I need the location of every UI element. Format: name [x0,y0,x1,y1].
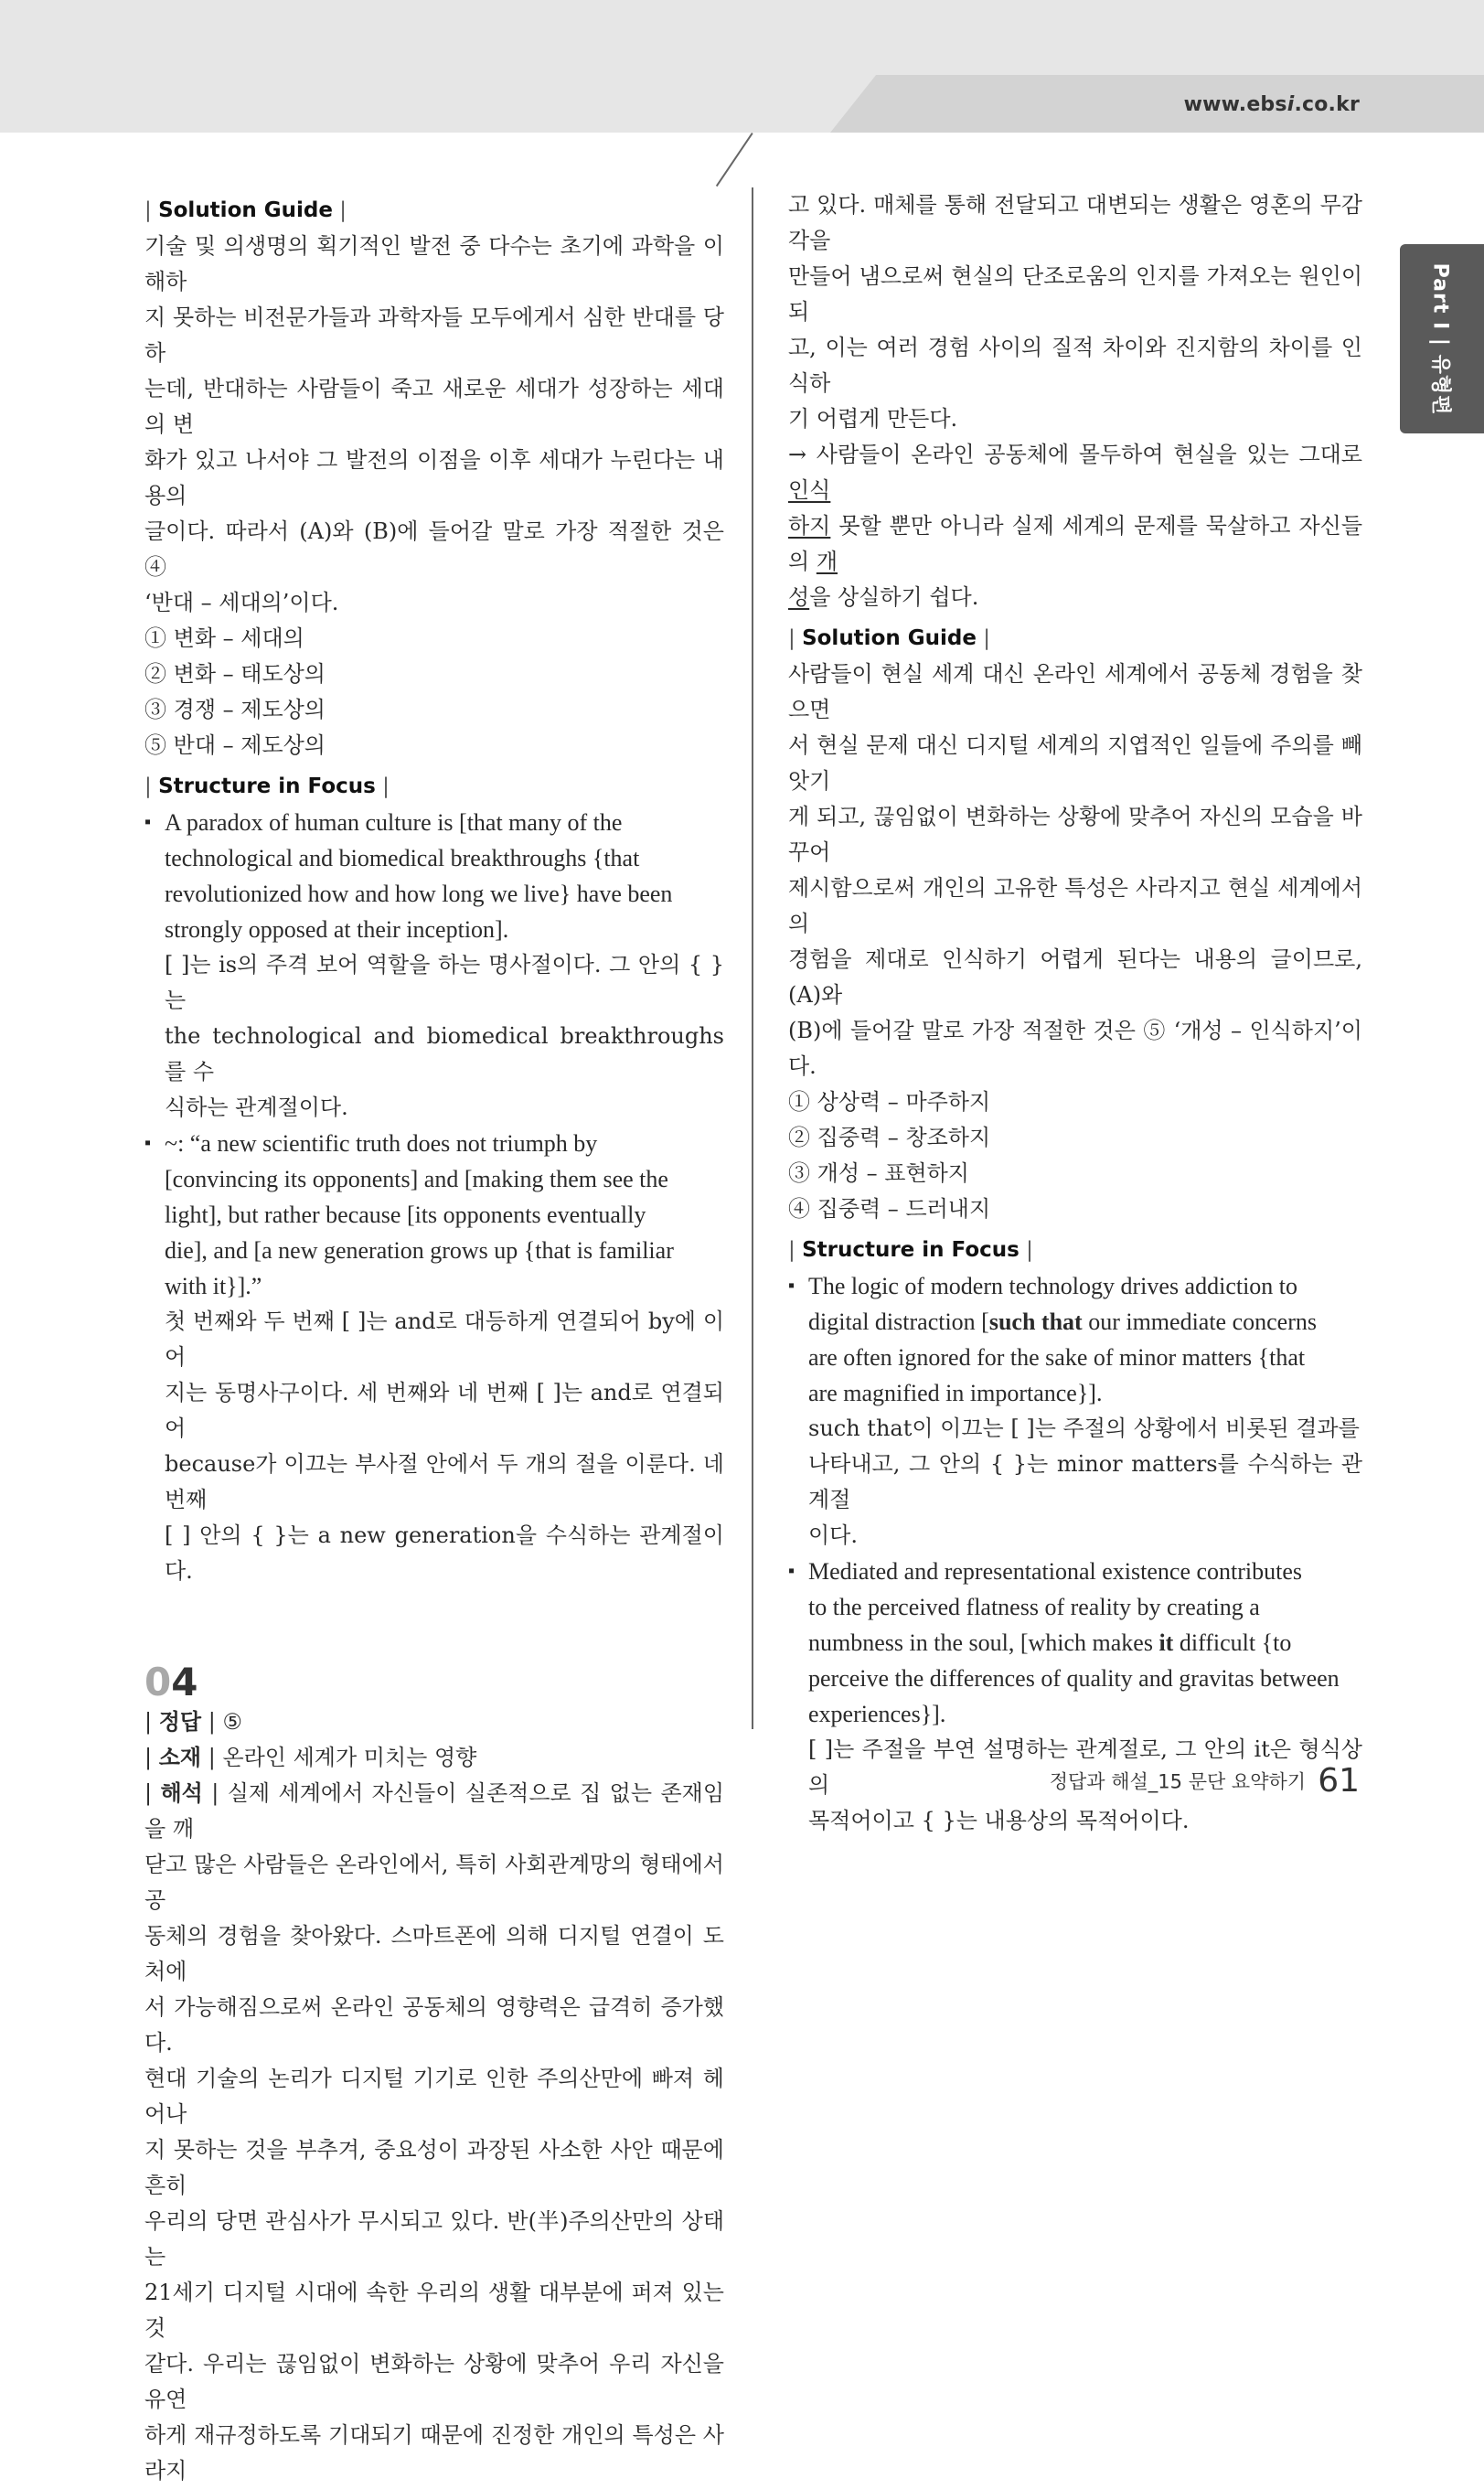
translation-text [144,1776,724,2489]
header-tab [830,75,1484,133]
option-item: ④ 집중력 – 드러내지 [788,1196,991,1222]
text-line: [ ]는 주절을 부연 설명하는 관계절로, 그 안의 it은 형식상의 [808,1736,1362,1798]
structure-item-2 [144,1126,724,1304]
right-column [788,187,1362,1839]
text-line: 사람들이 현실 세계 대신 온라인 세계에서 공동체 경험을 찾으면 [788,661,1362,722]
translation-label: 해석 [160,1780,203,1806]
option-item: ① 변화 – 세대의 [144,625,304,651]
answer-value: ⑤ [222,1709,242,1735]
structure-focus-label: | Structure in Focus | [788,1238,1033,1262]
en-line: strongly opposed at their inception]. [165,916,509,943]
topic-label: 소재 [158,1745,202,1770]
option-item: ⑤ 반대 – 제도상의 [144,732,326,758]
en-line: light], but rather because [its opponents eventually [165,1202,646,1228]
structure-focus-label: | Structure in Focus | [144,774,390,798]
text-line: 고 있다. 매체를 통해 전달되고 대변되는 생활은 영혼의 무감각을 [788,192,1362,253]
option-list [788,1084,1362,1227]
text-line: | 해석 | 실제 세계에서 자신들이 실존적으로 집 없는 존재임을 깨 [144,1780,725,1842]
structure-note-1 [144,947,724,1126]
footer-title: 정답과 해설_15 문단 요약하기 [1049,1770,1307,1793]
structure-note-2 [144,1304,724,1589]
page-number: 61 [1318,1762,1360,1800]
text-line: 제시함으로써 개인의 고유한 특성은 사라지고 현실 세계에서의 [788,875,1362,936]
text-line: 는데, 반대하는 사람들이 죽고 새로운 세대가 성장하는 세대의 변 [144,376,724,437]
text-line: 서 가능해짐으로써 온라인 공동체의 영향력은 급격히 증가했다. [144,1994,724,2056]
en-line: with it}].” [165,1273,262,1299]
structure-item-1 [788,1268,1362,1411]
en-line: to the perceived flatness of reality by creating a [808,1594,1260,1620]
text-line: 목적어이고 { }는 내용상의 목적어이다. [808,1808,1190,1833]
text-line: [ ]는 is의 주격 보어 역할을 하는 명사절이다. 그 안의 { }는 [165,952,724,1013]
text-line: 21세기 디지털 시대에 속한 우리의 생활 대부분에 퍼져 있는 것 [144,2280,724,2341]
text-line: 하게 재규정하도록 기대되기 때문에 진정한 개인의 특성은 사라지 [144,2422,724,2484]
text-line: 같다. 우리는 끊임없이 변화하는 상황에 맞추어 우리 자신을 유연 [144,2351,724,2412]
option-item: ② 집중력 – 창조하지 [788,1125,991,1150]
solution-guide-label: | Solution Guide | [788,626,991,650]
question-number: 04 [144,1660,198,1704]
text-line: such that이 이끄는 [ ]는 주절의 상황에서 비롯된 결과를 [808,1415,1360,1441]
en-line: perceive the differences of quality and gravitas between [808,1665,1340,1692]
en-line: die], and [a new generation grows up {that is familiar [165,1237,674,1264]
text-line: 만들어 냄으로써 현실의 단조로움의 인지를 가져오는 원인이 되 [788,263,1362,325]
text-line: 우리의 당면 관심사가 무시되고 있다. 반(半)주의산만의 상태는 [144,2208,724,2270]
left-column [144,187,724,2489]
text-line: 동체의 경험을 찾아왔다. 스마트폰에 의해 디지털 연결이 도처에 [144,1923,724,1984]
text-line: 글이다. 따라서 (A)와 (B)에 들어갈 말로 가장 적절한 것은 ④ [144,518,724,580]
solution-guide-text [144,229,724,621]
text-line: → 사람들이 온라인 공동체에 몰두하여 현실을 있는 그대로 인식 [788,442,1362,503]
structure-item-1 [144,805,724,947]
en-line: [convincing its opponents] and [making them see the [165,1166,668,1192]
text-line: 서 현실 문제 대신 디지털 세계의 지엽적인 일들에 주의를 빼앗기 [788,732,1362,794]
en-line: numbness in the soul, [which makes it difficult {to [808,1629,1292,1656]
en-line: ▪ ~: “a new scientific truth does not triumph by [165,1130,598,1157]
text-line: 경험을 제대로 인식하기 어렵게 된다는 내용의 글이므로, (A)와 [788,946,1362,1008]
en-line: ▪ The logic of modern technology drives addiction to [808,1273,1298,1299]
structure-item-2 [788,1554,1362,1732]
text-line: 지 못하는 비전문가들과 과학자들 모두에게서 심한 반대를 당하 [144,304,724,366]
structure-note-1 [788,1411,1362,1554]
text-line: ‘반대 – 세대의’이다. [144,590,339,615]
en-line: are magnified in importance}]. [808,1380,1103,1406]
text-line: the technological and biomedical breakthroughs를 수 [165,1023,724,1084]
solution-guide-label: | Solution Guide | [144,198,347,222]
en-line: ▪ Mediated and representational existence contributes [808,1558,1303,1585]
part-tab [1400,244,1484,433]
text-line: [ ] 안의 { }는 a new generation을 수식하는 관계절이다. [165,1522,724,1584]
en-line: technological and biomedical breakthroughs {that [165,845,640,871]
column-divider [752,187,753,1729]
text-line: (B)에 들어갈 말로 가장 적절한 것은 ⑤ ‘개성 – 인식하지’이다. [788,1018,1362,1079]
option-item: ③ 경쟁 – 제도상의 [144,697,326,722]
option-item: ① 상상력 – 마주하지 [788,1089,991,1115]
translation-continued [788,187,1362,437]
text-line: because가 이끄는 부사절 안에서 두 개의 절을 이룬다. 네 번째 [165,1451,724,1512]
site-url: www.ebsi.co.kr [1183,93,1360,116]
topic-value: 온라인 세계가 미치는 영향 [222,1745,477,1770]
en-line: are often ignored for the sake of minor matters {that [808,1344,1306,1371]
solution-guide-text [788,657,1362,1084]
en-line: experiences}]. [808,1701,946,1727]
text-line: 게 되고, 끊임없이 변화하는 상황에 맞추어 자신의 모습을 바꾸어 [788,804,1362,865]
option-list [144,621,724,764]
answer-label: 정답 [158,1709,202,1735]
text-line: 화가 있고 나서야 그 발전의 이점을 이후 세대가 누린다는 내용의 [144,447,724,508]
text-line: 고, 이는 여러 경험 사이의 질적 차이와 진지함의 차이를 인식하 [788,335,1362,396]
part-tab-label: Part I | 유형편 [1428,262,1452,415]
text-line: 나타내고, 그 안의 { }는 minor matters를 수식하는 관계절 [808,1451,1362,1512]
en-line: revolutionized how and how long we live} have been [165,881,673,907]
en-line: digital distraction [such that our immediate concerns [808,1309,1317,1335]
option-item: ③ 개성 – 표현하지 [788,1160,969,1186]
text-line: 지는 동명사구이다. 세 번째와 네 번째 [ ]는 and로 연결되어 [165,1380,724,1441]
text-line: 식하는 관계절이다. [165,1095,348,1120]
summary-text [788,437,1362,615]
text-line: 닫고 많은 사람들은 온라인에서, 특히 사회관계망의 형태에서 공 [144,1852,724,1913]
text-line: 현대 기술의 논리가 디지털 기기로 인한 주의산만에 빠져 헤어나 [144,2066,724,2127]
answer-row: | 정답 | ⑤ [144,1709,242,1735]
option-item: ② 변화 – 태도상의 [144,661,326,687]
text-line: 기술 및 의생명의 획기적인 발전 중 다수는 초기에 과학을 이해하 [144,233,724,294]
column-divider-slant [716,133,753,187]
text-line: 기 어렵게 만든다. [788,406,958,432]
text-line: 성을 상실하기 쉽다. [788,584,979,610]
text-line: 하지 못할 뿐만 아니라 실제 세계의 문제를 묵살하고 자신들의 개 [788,513,1362,574]
text-line: 지 못하는 것을 부추겨, 중요성이 과장된 사소한 사안 때문에 흔히 [144,2137,724,2198]
en-line: ▪ A paradox of human culture is [that many of the [165,809,623,836]
topic-row: | 소재 | 온라인 세계가 미치는 영향 [144,1745,477,1770]
text-line: 첫 번째와 두 번째 [ ]는 and로 대등하게 연결되어 by에 이어 [165,1309,724,1370]
text-line: 이다. [808,1522,858,1548]
page-footer [1050,1762,1360,1800]
